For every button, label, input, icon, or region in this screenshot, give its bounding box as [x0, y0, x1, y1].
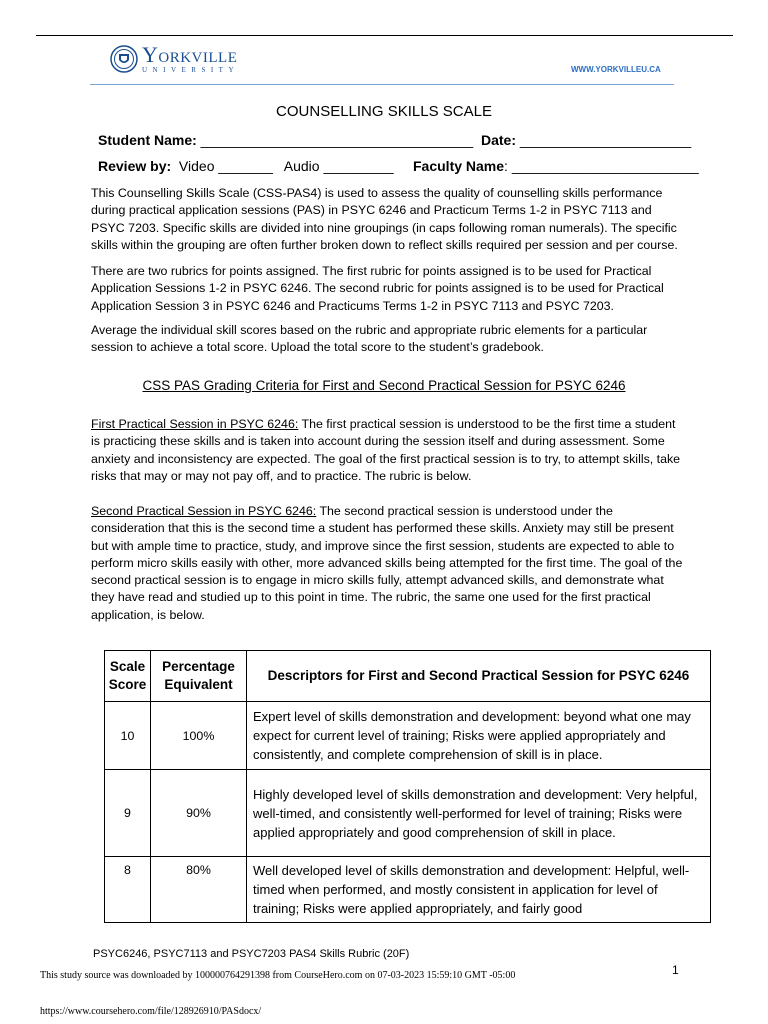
scale-score-cell: 9	[105, 770, 151, 857]
header-divider	[90, 84, 674, 85]
scale-score-header: Scale Score	[105, 651, 151, 702]
intro-paragraph-1: This Counselling Skills Scale (CSS-PAS4) is used to assess the quality of counselling skills performance during practical application sessions (PAS) in PSYC 6246 and Practicum Terms 1-2 in PSYC 7113 and PSYC 7203. Specific skills are divided into nine groupings (in caps following roman numerals). The specific skills within the grouping are often further broken down to reflect skills required per session and per course.	[91, 186, 678, 252]
source-url[interactable]: https://www.coursehero.com/file/128926910/PASdocx/	[40, 1006, 262, 1017]
student-name-field[interactable]: ___________________________________	[196, 132, 474, 148]
date-label: Date:	[480, 132, 516, 148]
page-title: COUNSELLING SKILLS SCALE	[276, 103, 492, 120]
university-seal-icon	[110, 45, 138, 73]
website-link[interactable]: WWW.YORKVILLEU.CA	[571, 65, 661, 74]
logo-name: Yorkville	[142, 42, 238, 67]
page-number: 1	[672, 963, 679, 977]
first-session-label: First Practical Session in PSYC 6246:	[91, 417, 299, 431]
descriptor-cell: Well developed level of skills demonstration and development: Helpful, well-timed when performed, and mostly consistent in application for level of training; Risks were applied appropriately, and fairly good	[247, 857, 711, 923]
rubric-table	[104, 650, 711, 923]
table-row	[105, 702, 711, 770]
logo-subtitle: UNIVERSITY	[142, 66, 239, 74]
student-name-label: Student Name:	[98, 132, 197, 148]
section-heading: CSS PAS Grading Criteria for First and Second Practical Session for PSYC 6246	[142, 378, 626, 393]
percentage-cell: 80%	[151, 857, 247, 923]
table-row	[105, 770, 711, 857]
footer-label: PSYC6246, PSYC7113 and PSYC7203 PAS4 Skills Rubric (20F)	[93, 948, 410, 960]
top-rule	[36, 35, 733, 36]
intro-paragraph-2: There are two rubrics for points assigned. The first rubric for points assigned is to be used for Practical Application Sessions 1-2 in PSYC 6246. The second rubric for points assigned is to be used for Practical Application Session 3 in PSYC 6246 and Practicums Terms 1-2 in PSYC 7113 and PSYC 7203.	[91, 264, 664, 313]
second-session-text: The second practical session is understood under the consideration that this is the second time a student has performed these skills. Anxiety may still be present but with ample time to practice, study, and improve since the first session, students are expected to able to perform micro skills easily with other, more advanced skills being attempted for the first time. The goal of the second practical session is to engage in micro skills fully, attempt advanced skills, and demonstrate what they have read and studied up to this point in time. The rubric, the same one used for the first practical application, is below.	[91, 504, 683, 622]
second-session-paragraph	[91, 503, 683, 624]
scale-score-cell: 10	[105, 702, 151, 770]
descriptor-cell: Highly developed level of skills demonstration and development: Very helpful, well-timed, and consistently well-performed for level of training; Risks were applied appropriately and good comprehension of skill in place.	[247, 770, 711, 857]
yorkville-logo	[110, 44, 239, 74]
review-video-field[interactable]: Video _______	[171, 158, 273, 174]
descriptor-cell: Expert level of skills demonstration and development: beyond what one may expect for current level of training; Risks were applied appropriately and consistently, and complete comprehension of skill is in place.	[247, 702, 711, 770]
table-header-row	[105, 651, 711, 702]
faculty-name-field[interactable]: : ________________________	[504, 158, 699, 174]
review-by-label: Review by:	[98, 158, 172, 174]
first-session-text: The first practical session is understood to be the first time a student is practicing these skills and is taken into account during the session itself and during assessment. Some anxiety and inconsistency are expected. The goal of the first practical session is to try, to attempt skills, take risks that may or may not pay off, and to practice. The rubric is below.	[91, 417, 681, 483]
percentage-cell: 100%	[151, 702, 247, 770]
download-source-note: This study source was downloaded by 100000764291398 from CourseHero.com on 07-03-2023 15:59:10 GMT -05:00	[40, 970, 516, 981]
table-row	[105, 857, 711, 923]
date-field[interactable]: ______________________	[516, 132, 692, 148]
percentage-cell: 90%	[151, 770, 247, 857]
faculty-name-label: Faculty Name	[413, 158, 505, 174]
percentage-header: Percentage Equivalent	[151, 651, 247, 702]
review-faculty-row	[98, 158, 699, 174]
second-session-label: Second Practical Session in PSYC 6246:	[91, 504, 317, 518]
first-session-paragraph	[91, 416, 683, 485]
scale-score-cell: 8	[105, 857, 151, 923]
student-date-row	[98, 132, 691, 148]
intro-paragraph-3: Average the individual skill scores based on the rubric and appropriate rubric elements for a particular session to achieve a total score. Upload the total score to the student’s gradebook.	[91, 323, 648, 355]
review-audio-field[interactable]: Audio _________	[272, 158, 394, 174]
descriptors-header: Descriptors for First and Second Practical Session for PSYC 6246	[247, 651, 711, 702]
